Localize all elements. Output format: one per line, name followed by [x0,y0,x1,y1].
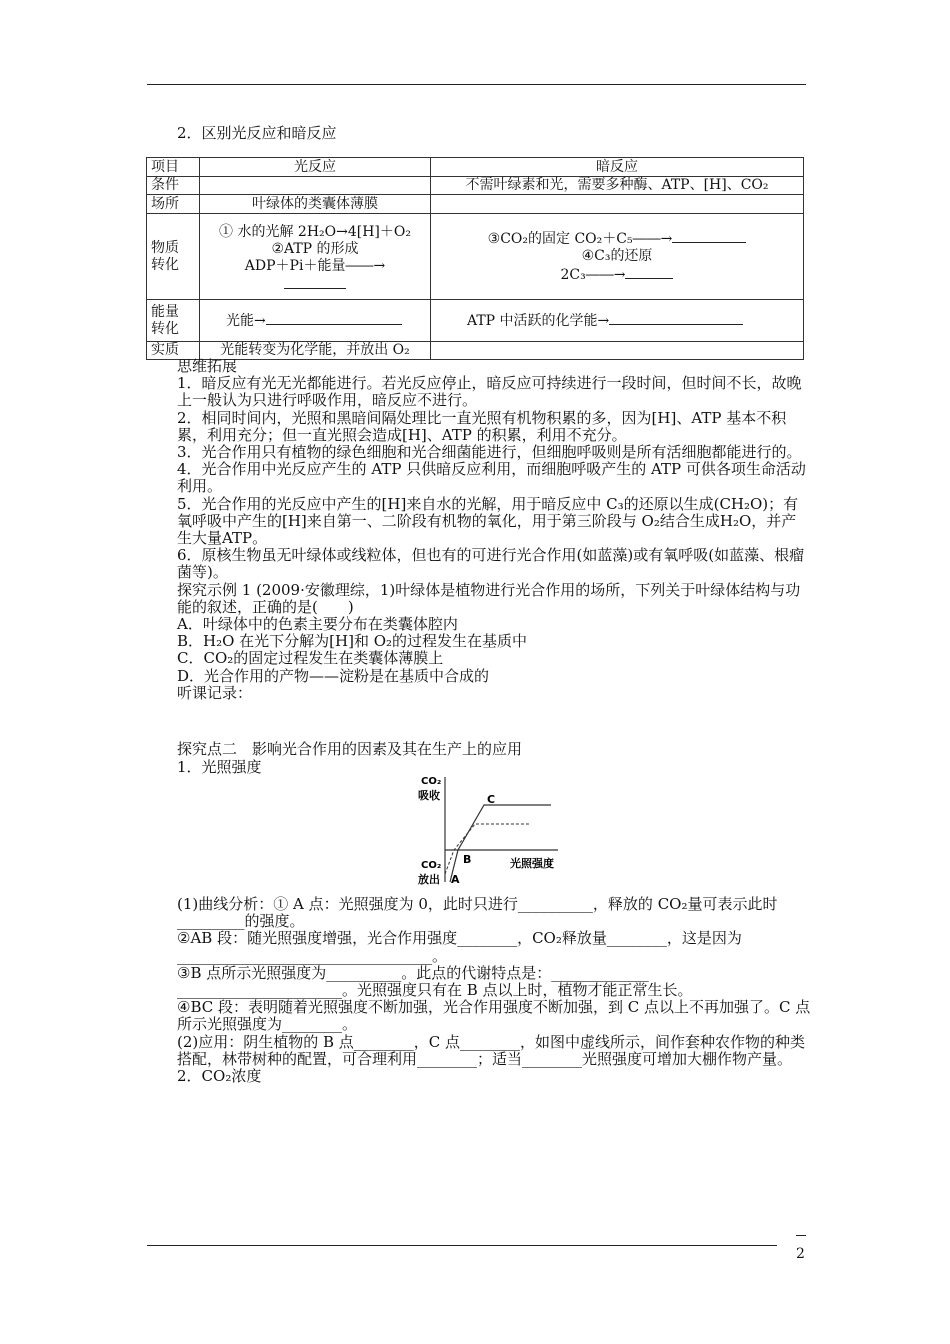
analysis-b-point: ③B 点所示光照强度为__________。此点的代谢特点是：_____________ ______________________。光照强度只有在 B 点以上时，植物才能正常生长。 [177,963,693,1000]
section-heading: 2．区别光反应和暗反应 [177,124,337,142]
page-number: 2 [796,1246,805,1262]
table-row [147,177,804,195]
analysis-ab-segment: ②AB 段：随光照强度增强，光合作用强度________，CO₂释放量________，这是因为__________________________________。 [177,929,742,965]
example-option-c[interactable]: C．CO₂的固定过程发生在类囊体薄膜上 [177,649,444,668]
thinking-expansion [177,358,807,702]
cell-dark [431,342,804,360]
analysis-a-point: (1)曲线分析：① A 点：光照强度为 0，此时只进行__________，释放的 CO₂量可表示此时_________的强度。 [177,895,778,931]
comparison-table [146,157,804,360]
dark-line-1: ③CO₂的固定 CO₂＋C₅――→ [487,231,673,247]
header-rule [147,84,806,85]
table-row [147,300,804,342]
row-label: 实质 [147,342,200,360]
point-c-label: C [487,793,496,806]
section-two-title: 探究点二 影响光合作用的因素及其在生产上的应用 [177,740,523,758]
table-row [147,342,804,360]
energy-dark-text: ATP 中活跃的化学能→ [467,313,610,329]
row-label: 场所 [147,195,200,214]
cell-light: 叶绿体的类囊体薄膜 [200,195,431,214]
example-option-a[interactable]: A．叶绿体中的色素主要分布在类囊体腔内 [177,615,458,634]
dark-line-3: 2C₃――→ [560,267,626,283]
table-header-row [147,158,804,177]
cell-dark [431,195,804,214]
light-line-3: ADP＋Pi＋能量――→ [244,258,386,274]
cell-light [200,214,431,300]
light-intensity-graph [418,772,568,890]
table-header-item: 项目 [147,158,200,177]
thinking-item-1: 1．暗反应有光无光都能进行。若光反应停止，暗反应可持续进行一段时间，但时间不长，故晚上一般认为只进行呼吸作用，暗反应不进行。 [177,374,802,410]
example-option-b[interactable]: B．H₂O 在光下分解为[H]和 O₂的过程发生在基质中 [177,632,528,651]
y-bottom-label-2: 放出 [418,873,440,886]
answer-blank[interactable] [284,275,346,289]
answer-blank[interactable] [672,229,746,243]
thinking-item-5: 5．光合作用的光反应中产生的[H]来自水的光解，用于暗反应中 C₃的还原以生成(CH₂O)；有氧呼吸中产生的[H]来自第一、二阶段有机物的氧化，用于第三阶段与 O₂结合生成H₂O，并产生大量ATP。 [177,494,799,548]
thinking-item-3: 3．光合作用只有植物的绿色细胞和光合细菌能进行，但细胞呼吸则是所有活细胞都能进行的。 [177,443,802,462]
y-top-label-1: CO₂ [421,776,442,787]
row-label: 物质 转化 [147,214,200,300]
table-row [147,214,804,300]
curve-analysis [177,896,813,1085]
answer-blank[interactable] [266,311,402,325]
energy-light-text: 光能→ [226,313,266,329]
answer-blank[interactable] [625,265,673,279]
row-label: 能量 转化 [147,300,200,342]
cell-light [200,177,431,195]
example-stem: 探究示例 1 (2009·安徽理综，1)叶绿体是植物进行光合作用的场所，下列关于叶绿体结构与功能的叙述，正确的是( ) [177,580,801,616]
point-a-label: A [451,873,460,886]
cell-dark [431,300,804,342]
section-two [177,740,807,776]
dark-line-2: ④C₃的还原 [581,248,653,264]
cell-light [200,300,431,342]
subsection-light-intensity: 1．光照强度 [177,758,262,776]
x-axis-label: 光照强度 [510,857,554,870]
light-line-2: ②ATP 的形成 [271,241,359,257]
example-option-d[interactable]: D．光合作用的产物——淀粉是在基质中合成的 [177,666,490,685]
y-top-label-2: 吸收 [418,789,440,802]
cell-light: 光能转变为化学能，并放出 O₂ [200,342,431,360]
answer-blank[interactable] [609,311,743,325]
analysis-bc-segment: ④BC 段：表明随着光照强度不断加强，光合作用强度不断加强，到 C 点以上不再加强了。C 点所示光照强度为________。 [177,998,811,1034]
curve-sun-plant [450,805,551,882]
footer-rule [147,1245,777,1246]
cell-dark: 不需叶绿素和光，需要多种酶、ATP、[H]、CO₂ [431,177,804,195]
thinking-item-4: 4．光合作用中光反应产生的 ATP 只供暗反应利用，而细胞呼吸产生的 ATP 可供各项生命活动利用。 [177,460,806,496]
point-b-label: B [463,853,472,866]
subsection-co2: 2．CO₂浓度 [177,1067,262,1086]
cell-dark [431,214,804,300]
thinking-item-2: 2．相同时间内，光照和黑暗间隔处理比一直光照有机物积累的多，因为[H]、ATP 基本不积累，利用充分；但一直光照会造成[H]、ATP 的积累，利用不充分。 [177,408,787,444]
y-bottom-label-1: CO₂ [421,860,442,871]
table-header-light: 光反应 [200,158,431,177]
thinking-title: 思维拓展 [177,357,238,375]
notes-label: 听课记录： [177,683,253,702]
analysis-application: (2)应用：阴生植物的 B 点________，C 点________，如图中虚线所示，间作套种农作物的种类搭配，林带树种的配置，可合理利用________；适当________光照强度可增加大棚作物产量。 [177,1032,806,1068]
page-number-mark [796,1235,806,1236]
thinking-item-6: 6．原核生物虽无叶绿体或线粒体，但也有的可进行光合作用(如蓝藻)或有氧呼吸(如蓝藻、根瘤菌等)。 [177,546,805,582]
row-label: 条件 [147,177,200,195]
table-row [147,195,804,214]
table-header-dark: 暗反应 [431,158,804,177]
light-line-1: ① 水的光解 2H₂O→4[H]＋O₂ [219,224,411,240]
